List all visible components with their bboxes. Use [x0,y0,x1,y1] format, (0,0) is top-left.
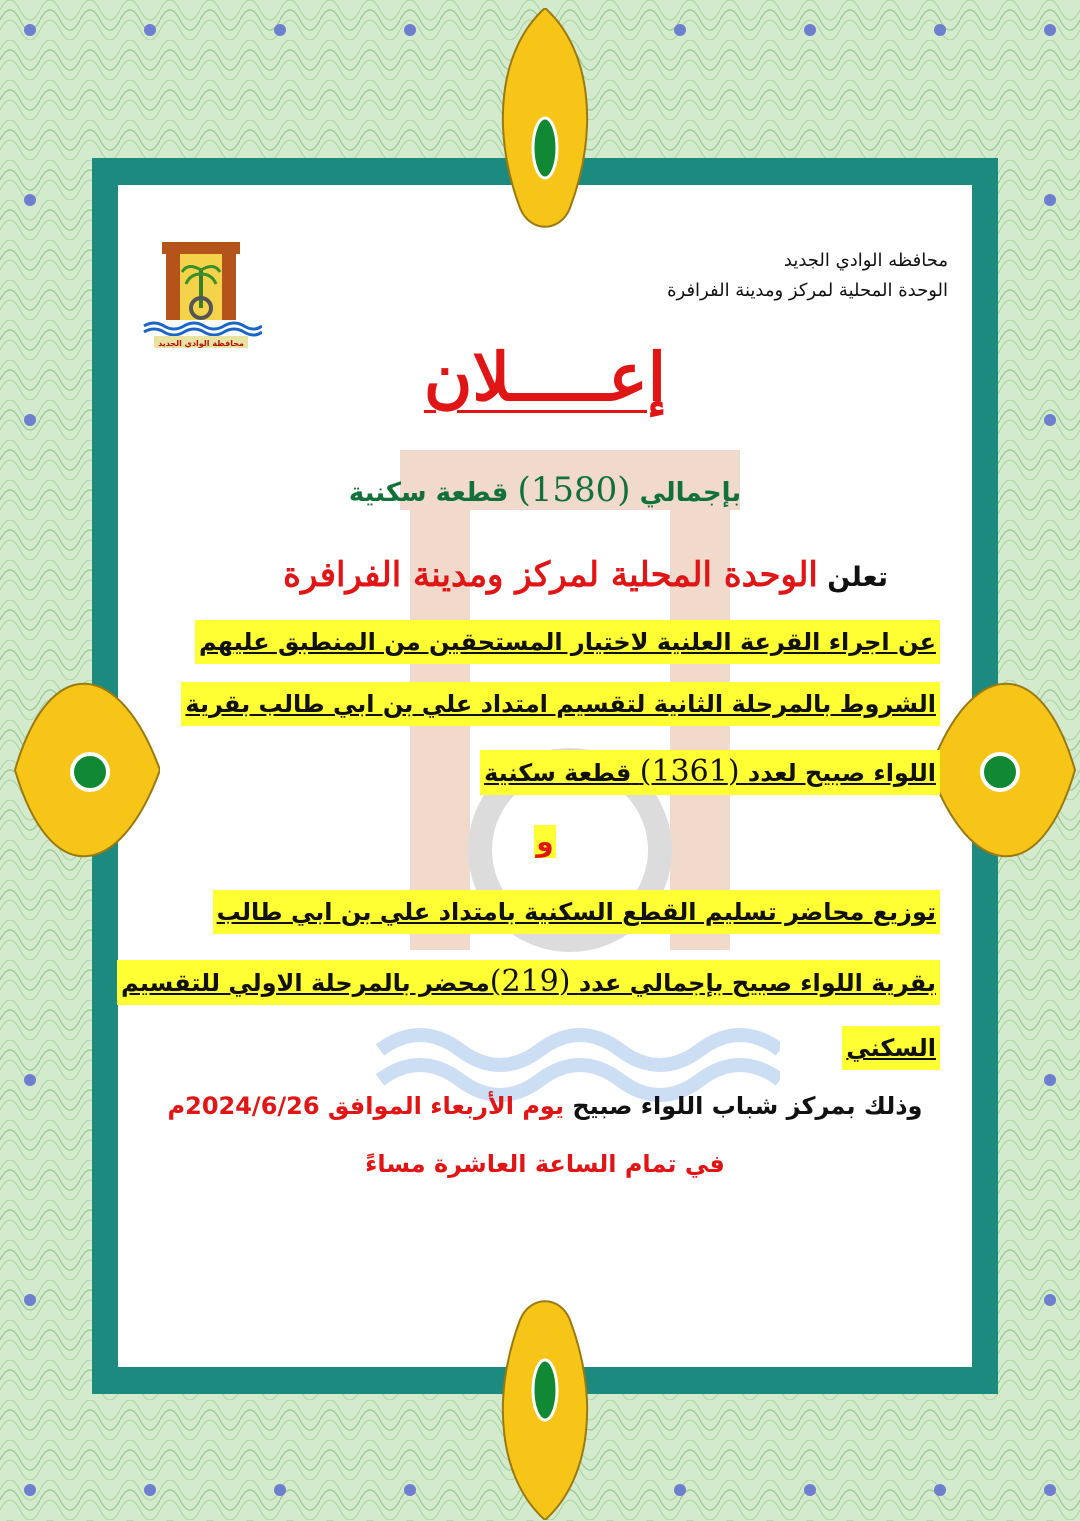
page-title: إعـــــلان [423,338,667,416]
body-line-6: السكني [842,1026,940,1070]
line5-number: (219) [489,964,571,999]
total-prefix: بإجمالي [639,478,742,508]
venue-line [122,1092,968,1120]
governorate-logo [140,238,262,350]
and-word-wrap [122,825,968,858]
body-line-5 [117,960,940,1005]
line5-prefix: بقرية اللواء صبيح بإجمالي عدد [578,969,936,997]
total-number: (1580) [517,470,631,510]
total-suffix: قطعة سكنية [348,478,509,508]
body-line-3 [480,750,940,795]
venue-day: يوم الأربعاء الموافق [327,1092,564,1120]
announce-verb: تعلن [827,562,888,593]
venue-time: في تمام الساعة العاشرة مساءً [365,1150,725,1178]
governorate-name: محافظه الوادي الجديد [783,250,948,271]
body-line-2: الشروط بالمرحلة الثانية لتقسيم امتداد علي بن ابي طالب بقرية [181,682,940,726]
venue-prefix: وذلك بمركز شباب اللواء صبيح [572,1092,923,1120]
local-unit-name: الوحدة المحلية لمركز ومدينة الفرافرة [667,280,948,301]
body-line-1: عن اجراء القرعة العلنية لاختيار المستحقين من المنطبق عليهم [195,620,940,664]
page-title-wrap [122,338,968,416]
line5-suffix: محضر بالمرحلة الاولي للتقسيم [121,969,490,997]
venue-date: 2024/6/26م [167,1092,320,1120]
and-word: و [536,825,554,858]
announcement-line [283,555,888,595]
body-line-4: توزيع محاضر تسليم القطع السكنية بامتداد علي بن ابي طالب [213,890,940,934]
announce-org: الوحدة المحلية لمركز ومدينة الفرافرة [283,555,818,595]
line3-number: (1361) [639,754,740,789]
line3-prefix: اللواء صبيح لعدد [747,759,936,787]
header [667,246,948,306]
announcement-page [122,190,968,1362]
total-plots [122,470,968,510]
logo-caption: محافظة الوادي الجديد [158,339,244,348]
line3-suffix: قطعة سكنية [484,759,632,787]
